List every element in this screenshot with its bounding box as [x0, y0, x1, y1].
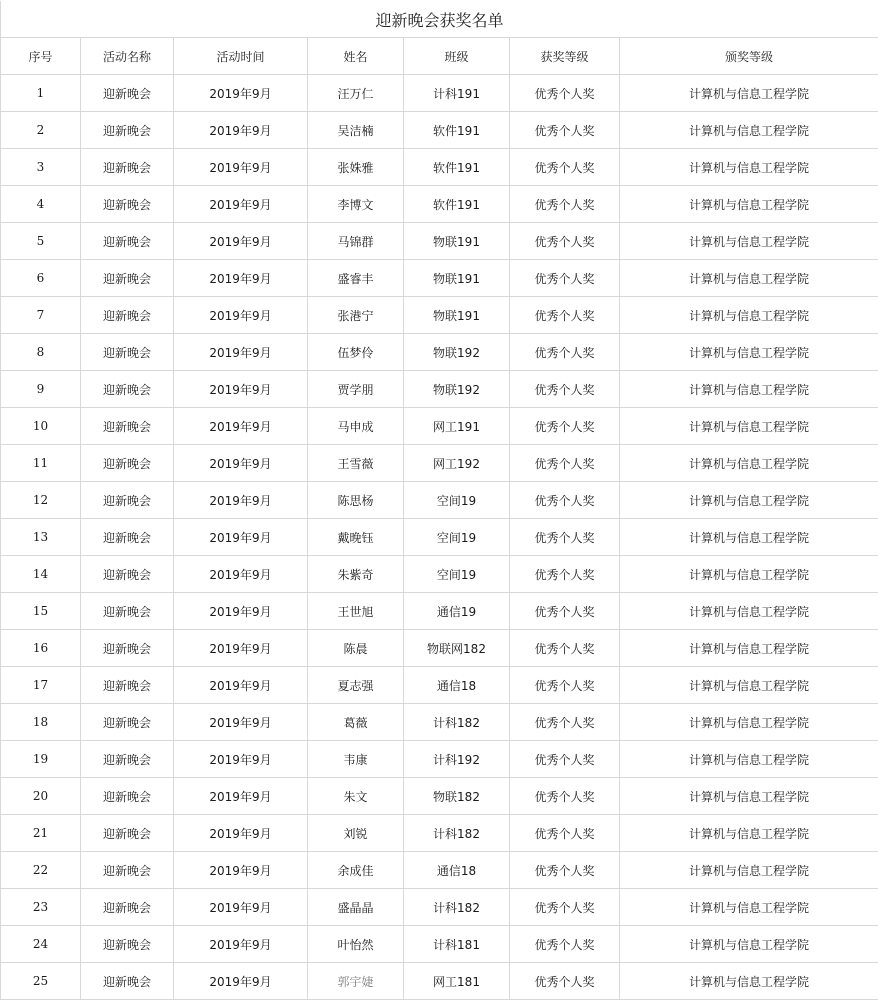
cell-awarder: 计算机与信息工程学院 — [620, 519, 878, 556]
cell-awarder: 计算机与信息工程学院 — [620, 75, 878, 112]
cell-award-level: 优秀个人奖 — [510, 704, 620, 741]
cell-class: 网工181 — [404, 963, 510, 1000]
cell-no: 22 — [1, 852, 81, 889]
header-award-level: 获奖等级 — [510, 38, 620, 75]
cell-no: 11 — [1, 445, 81, 482]
cell-awarder: 计算机与信息工程学院 — [620, 815, 878, 852]
cell-no: 8 — [1, 334, 81, 371]
cell-award-level: 优秀个人奖 — [510, 223, 620, 260]
cell-class: 物联191 — [404, 297, 510, 334]
cell-award-level: 优秀个人奖 — [510, 408, 620, 445]
cell-time: 2019年9月 — [174, 741, 308, 778]
cell-award-level: 优秀个人奖 — [510, 667, 620, 704]
cell-activity: 迎新晚会 — [81, 371, 174, 408]
cell-awarder: 计算机与信息工程学院 — [620, 408, 878, 445]
cell-award-level: 优秀个人奖 — [510, 186, 620, 223]
cell-awarder: 计算机与信息工程学院 — [620, 260, 878, 297]
cell-name: 陈晨 — [308, 630, 404, 667]
cell-no: 6 — [1, 260, 81, 297]
header-row — [1, 38, 878, 75]
cell-class: 计科182 — [404, 704, 510, 741]
cell-no: 16 — [1, 630, 81, 667]
cell-activity: 迎新晚会 — [81, 852, 174, 889]
cell-time: 2019年9月 — [174, 334, 308, 371]
cell-class: 物联192 — [404, 371, 510, 408]
table-row — [1, 297, 878, 334]
header-name: 姓名 — [308, 38, 404, 75]
cell-time: 2019年9月 — [174, 519, 308, 556]
cell-no: 5 — [1, 223, 81, 260]
cell-activity: 迎新晚会 — [81, 778, 174, 815]
table-row — [1, 889, 878, 926]
cell-activity: 迎新晚会 — [81, 334, 174, 371]
table-row — [1, 186, 878, 223]
cell-no: 17 — [1, 667, 81, 704]
cell-class: 计科191 — [404, 75, 510, 112]
table-row — [1, 593, 878, 630]
cell-time: 2019年9月 — [174, 297, 308, 334]
cell-award-level: 优秀个人奖 — [510, 815, 620, 852]
cell-time: 2019年9月 — [174, 630, 308, 667]
cell-award-level: 优秀个人奖 — [510, 963, 620, 1000]
cell-activity: 迎新晚会 — [81, 445, 174, 482]
cell-award-level: 优秀个人奖 — [510, 112, 620, 149]
cell-class: 网工191 — [404, 408, 510, 445]
table-title: 迎新晚会获奖名单 — [1, 1, 878, 38]
cell-name: 王世旭 — [308, 593, 404, 630]
cell-name: 韦康 — [308, 741, 404, 778]
cell-activity: 迎新晚会 — [81, 186, 174, 223]
header-time: 活动时间 — [174, 38, 308, 75]
cell-class: 物联191 — [404, 223, 510, 260]
cell-award-level: 优秀个人奖 — [510, 445, 620, 482]
cell-name: 夏志强 — [308, 667, 404, 704]
cell-name: 马锦群 — [308, 223, 404, 260]
cell-time: 2019年9月 — [174, 445, 308, 482]
cell-class: 计科181 — [404, 926, 510, 963]
cell-activity: 迎新晚会 — [81, 556, 174, 593]
cell-no: 1 — [1, 75, 81, 112]
cell-class: 计科182 — [404, 889, 510, 926]
cell-name: 贾学朋 — [308, 371, 404, 408]
cell-no: 15 — [1, 593, 81, 630]
header-class: 班级 — [404, 38, 510, 75]
cell-time: 2019年9月 — [174, 556, 308, 593]
cell-time: 2019年9月 — [174, 778, 308, 815]
cell-award-level: 优秀个人奖 — [510, 778, 620, 815]
cell-no: 25 — [1, 963, 81, 1000]
cell-name: 王雪薇 — [308, 445, 404, 482]
cell-name: 盛睿丰 — [308, 260, 404, 297]
header-awarder: 颁奖等级 — [620, 38, 878, 75]
cell-name: 刘锐 — [308, 815, 404, 852]
cell-time: 2019年9月 — [174, 112, 308, 149]
cell-award-level: 优秀个人奖 — [510, 519, 620, 556]
cell-activity: 迎新晚会 — [81, 223, 174, 260]
cell-awarder: 计算机与信息工程学院 — [620, 593, 878, 630]
cell-awarder: 计算机与信息工程学院 — [620, 186, 878, 223]
table-row — [1, 408, 878, 445]
cell-time: 2019年9月 — [174, 260, 308, 297]
cell-name: 朱文 — [308, 778, 404, 815]
cell-class: 软件191 — [404, 149, 510, 186]
cell-activity: 迎新晚会 — [81, 408, 174, 445]
cell-name: 盛晶晶 — [308, 889, 404, 926]
cell-award-level: 优秀个人奖 — [510, 889, 620, 926]
cell-awarder: 计算机与信息工程学院 — [620, 963, 878, 1000]
cell-name: 汪万仁 — [308, 75, 404, 112]
cell-no: 10 — [1, 408, 81, 445]
cell-no: 7 — [1, 297, 81, 334]
table-row — [1, 112, 878, 149]
cell-award-level: 优秀个人奖 — [510, 482, 620, 519]
cell-no: 20 — [1, 778, 81, 815]
cell-activity: 迎新晚会 — [81, 519, 174, 556]
cell-award-level: 优秀个人奖 — [510, 556, 620, 593]
cell-class: 物联192 — [404, 334, 510, 371]
table-row — [1, 445, 878, 482]
cell-class: 空间19 — [404, 556, 510, 593]
cell-activity: 迎新晚会 — [81, 963, 174, 1000]
cell-class: 计科182 — [404, 815, 510, 852]
cell-activity: 迎新晚会 — [81, 815, 174, 852]
cell-awarder: 计算机与信息工程学院 — [620, 704, 878, 741]
cell-time: 2019年9月 — [174, 926, 308, 963]
cell-award-level: 优秀个人奖 — [510, 741, 620, 778]
cell-name: 葛薇 — [308, 704, 404, 741]
cell-award-level: 优秀个人奖 — [510, 593, 620, 630]
table-row — [1, 852, 878, 889]
cell-class: 软件191 — [404, 186, 510, 223]
cell-class: 计科192 — [404, 741, 510, 778]
title-row — [1, 1, 878, 38]
cell-time: 2019年9月 — [174, 704, 308, 741]
cell-no: 21 — [1, 815, 81, 852]
cell-time: 2019年9月 — [174, 371, 308, 408]
table-row — [1, 704, 878, 741]
cell-name: 伍梦伶 — [308, 334, 404, 371]
cell-awarder: 计算机与信息工程学院 — [620, 334, 878, 371]
cell-awarder: 计算机与信息工程学院 — [620, 778, 878, 815]
cell-award-level: 优秀个人奖 — [510, 371, 620, 408]
table-row — [1, 815, 878, 852]
cell-no: 4 — [1, 186, 81, 223]
header-activity: 活动名称 — [81, 38, 174, 75]
cell-award-level: 优秀个人奖 — [510, 75, 620, 112]
table-row — [1, 963, 878, 1000]
cell-award-level: 优秀个人奖 — [510, 334, 620, 371]
table-row — [1, 260, 878, 297]
cell-class: 空间19 — [404, 519, 510, 556]
cell-activity: 迎新晚会 — [81, 593, 174, 630]
cell-class: 物联网182 — [404, 630, 510, 667]
cell-no: 13 — [1, 519, 81, 556]
cell-time: 2019年9月 — [174, 223, 308, 260]
cell-awarder: 计算机与信息工程学院 — [620, 297, 878, 334]
cell-no: 2 — [1, 112, 81, 149]
cell-award-level: 优秀个人奖 — [510, 260, 620, 297]
cell-activity: 迎新晚会 — [81, 297, 174, 334]
table-row — [1, 519, 878, 556]
cell-time: 2019年9月 — [174, 667, 308, 704]
cell-awarder: 计算机与信息工程学院 — [620, 741, 878, 778]
cell-name: 张港宁 — [308, 297, 404, 334]
cell-activity: 迎新晚会 — [81, 630, 174, 667]
cell-no: 9 — [1, 371, 81, 408]
cell-activity: 迎新晚会 — [81, 741, 174, 778]
cell-no: 19 — [1, 741, 81, 778]
cell-name: 马申成 — [308, 408, 404, 445]
table-row — [1, 778, 878, 815]
cell-awarder: 计算机与信息工程学院 — [620, 630, 878, 667]
header-no: 序号 — [1, 38, 81, 75]
cell-award-level: 优秀个人奖 — [510, 149, 620, 186]
cell-time: 2019年9月 — [174, 815, 308, 852]
cell-time: 2019年9月 — [174, 482, 308, 519]
cell-time: 2019年9月 — [174, 408, 308, 445]
cell-awarder: 计算机与信息工程学院 — [620, 926, 878, 963]
table-row — [1, 75, 878, 112]
cell-class: 物联182 — [404, 778, 510, 815]
cell-awarder: 计算机与信息工程学院 — [620, 482, 878, 519]
cell-activity: 迎新晚会 — [81, 112, 174, 149]
cell-name: 郭宇婕 — [308, 963, 404, 1000]
cell-time: 2019年9月 — [174, 963, 308, 1000]
table-row — [1, 149, 878, 186]
cell-activity: 迎新晚会 — [81, 482, 174, 519]
cell-time: 2019年9月 — [174, 889, 308, 926]
cell-time: 2019年9月 — [174, 852, 308, 889]
cell-activity: 迎新晚会 — [81, 260, 174, 297]
cell-award-level: 优秀个人奖 — [510, 630, 620, 667]
cell-awarder: 计算机与信息工程学院 — [620, 852, 878, 889]
cell-no: 12 — [1, 482, 81, 519]
cell-class: 通信18 — [404, 852, 510, 889]
cell-name: 李博文 — [308, 186, 404, 223]
cell-time: 2019年9月 — [174, 593, 308, 630]
cell-class: 通信19 — [404, 593, 510, 630]
table-row — [1, 334, 878, 371]
cell-award-level: 优秀个人奖 — [510, 297, 620, 334]
cell-class: 网工192 — [404, 445, 510, 482]
table-row — [1, 630, 878, 667]
cell-name: 张姝雅 — [308, 149, 404, 186]
cell-no: 23 — [1, 889, 81, 926]
cell-award-level: 优秀个人奖 — [510, 852, 620, 889]
cell-name: 吴洁楠 — [308, 112, 404, 149]
cell-activity: 迎新晚会 — [81, 926, 174, 963]
table-row — [1, 482, 878, 519]
table-row — [1, 371, 878, 408]
cell-class: 软件191 — [404, 112, 510, 149]
cell-class: 通信18 — [404, 667, 510, 704]
cell-class: 物联191 — [404, 260, 510, 297]
cell-time: 2019年9月 — [174, 75, 308, 112]
cell-name: 陈思杨 — [308, 482, 404, 519]
cell-time: 2019年9月 — [174, 149, 308, 186]
cell-class: 空间19 — [404, 482, 510, 519]
cell-awarder: 计算机与信息工程学院 — [620, 667, 878, 704]
cell-activity: 迎新晚会 — [81, 889, 174, 926]
cell-no: 3 — [1, 149, 81, 186]
table-row — [1, 223, 878, 260]
table-row — [1, 556, 878, 593]
table-row — [1, 667, 878, 704]
cell-activity: 迎新晚会 — [81, 667, 174, 704]
cell-awarder: 计算机与信息工程学院 — [620, 371, 878, 408]
cell-name: 朱紫奇 — [308, 556, 404, 593]
cell-name: 叶怡然 — [308, 926, 404, 963]
cell-name: 戴晚钰 — [308, 519, 404, 556]
cell-awarder: 计算机与信息工程学院 — [620, 889, 878, 926]
cell-no: 14 — [1, 556, 81, 593]
cell-awarder: 计算机与信息工程学院 — [620, 556, 878, 593]
cell-name: 余成佳 — [308, 852, 404, 889]
cell-activity: 迎新晚会 — [81, 149, 174, 186]
cell-awarder: 计算机与信息工程学院 — [620, 223, 878, 260]
cell-activity: 迎新晚会 — [81, 75, 174, 112]
cell-time: 2019年9月 — [174, 186, 308, 223]
table-row — [1, 741, 878, 778]
cell-award-level: 优秀个人奖 — [510, 926, 620, 963]
cell-awarder: 计算机与信息工程学院 — [620, 112, 878, 149]
table-row — [1, 926, 878, 963]
cell-awarder: 计算机与信息工程学院 — [620, 445, 878, 482]
cell-awarder: 计算机与信息工程学院 — [620, 149, 878, 186]
cell-activity: 迎新晚会 — [81, 704, 174, 741]
cell-no: 18 — [1, 704, 81, 741]
cell-no: 24 — [1, 926, 81, 963]
